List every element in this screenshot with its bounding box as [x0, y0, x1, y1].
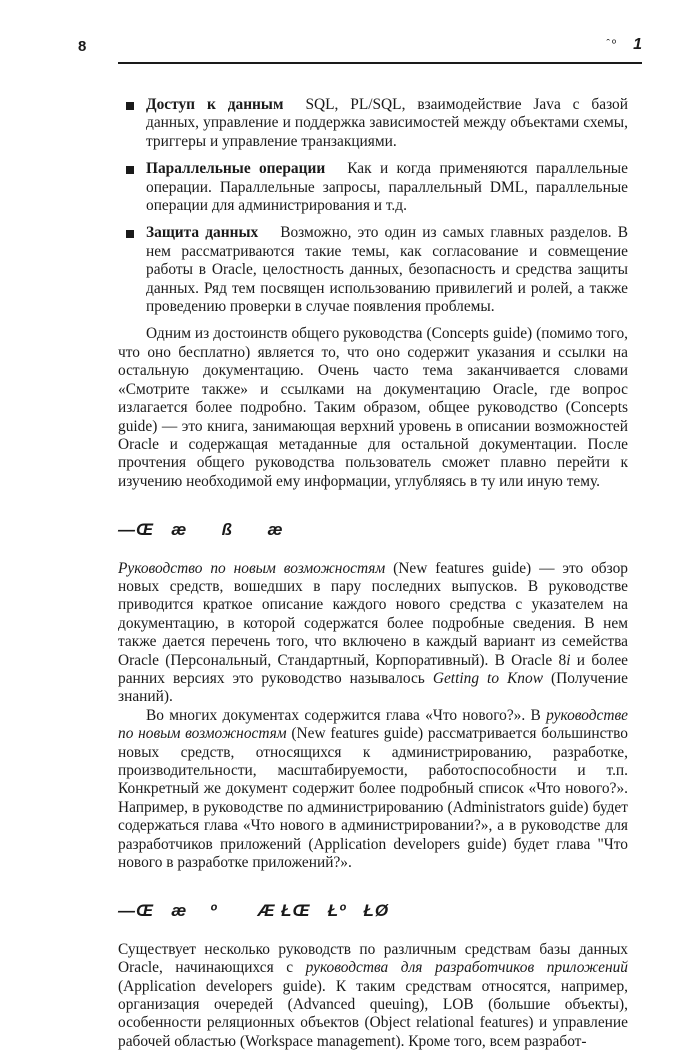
list-item: [118, 96, 628, 151]
new-features-paragraph-1: [118, 560, 628, 707]
square-bullet-icon: [126, 166, 134, 174]
paragraph-text: Во многих документах содержится глава «Что нового?». В: [146, 706, 547, 724]
section-heading-new-features: —Œ æ ß æ: [118, 520, 284, 540]
concepts-paragraph: Одним из достоинств общего руководства (Concepts guide) (помимо того, что оно бесплатно) является то, что оно содержит указания и ссылки на остальную документацию. Очень часто тема заканчивается словами «Смотрите также» и ссылками на документацию Oracle, где вопрос излагается более подробно. Таким образом, общее руководство (Concepts guide) — это книга, занимающая верхний уровень в описании возможностей Oracle и содержащая метаданные для остальной документации. После прочтения общего руководства пользователь сможет плавно перейти к изучению необходимой ему информации, углубляясь в ту или иную тему.: [118, 325, 628, 490]
running-head: ˆº: [606, 38, 618, 50]
paragraph-text: Существует несколько руководств по различным средствам базы данных Oracle, начинающихся с: [118, 940, 628, 977]
list-item-term: Защита данных: [146, 224, 259, 242]
paragraph-text: и более ранних версиях это руководство называлось: [118, 651, 628, 687]
page-header: [78, 32, 642, 64]
list-item: [118, 224, 628, 316]
list-item-text: Возможно, это один из самых главных разделов. В нем рассматриваются такие темы, как согласование и совмещение работы в Oracle, целостность данных, безопасность и средства защиты данных. Ряд тем посвящен использованию привилегий и ролей, а также проведению проверки в случае появления проблемы.: [146, 224, 628, 316]
list-item-term: Доступ к данным: [146, 96, 284, 113]
list-item-term: Параллельные операции: [146, 160, 326, 178]
italic-version-suffix: i: [566, 651, 571, 669]
paragraph-text: (Получение знаний).: [118, 669, 628, 706]
italic-title: Руководство по новым возможностям: [118, 559, 386, 577]
paragraph-text: (New features guide) — это обзор новых средств, вошедших в пару последних выпусков. В руководстве приводится краткое описание каждого нового средства с указателем на документацию, в которой содержатся более подробные сведения. В нем также дается перечень того, что включено в каждый вариант из семейства Oracle (Персональный, Стандартный, Корпоративный). В Oracle 8: [118, 559, 628, 669]
new-features-paragraph-2: [118, 707, 628, 873]
application-developers-paragraph: [118, 941, 628, 1051]
italic-title: Getting to Know: [432, 669, 543, 687]
paragraph-text: (Application developers guide). К таким средствам относятся, например, организация очередей (Advanced queuing), LOB (большие объекты), особенности реляционных объектов (Object relational features) и управление рабочей областью (Workspace management). Кроме того, всем разработ-: [118, 977, 628, 1050]
page-number: 8: [78, 38, 87, 55]
section-heading-application-developers: —Œ æ º Æ ŁŒ Łº ŁØ: [118, 901, 390, 921]
page-body: [118, 96, 628, 1051]
square-bullet-icon: [126, 230, 134, 238]
italic-title: руководстве по новым возможностям: [118, 706, 628, 743]
list-item-text: SQL, PL/SQL, взаимодействие Java с базой данных, управление и поддержка зависимостей между объектами схемы, триггеры и управление транзакциями.: [146, 96, 628, 150]
list-item-text: Как и когда применяются параллельные операции. Параллельные запросы, параллельный DML, параллельные операции для администрирования и т.д.: [146, 160, 628, 215]
italic-title: руководства для разработчиков приложений: [305, 959, 628, 977]
list-item: [118, 160, 628, 215]
paragraph-text: (New features guide) рассматривается большинство новых средств, относящихся к администрированию, разработке, производительности, масштабируемости, работоспособности и т.п. Конкретный же документ содержит более подробный список «Что нового?». Например, в руководстве по администрированию (Administrators guide) будет содержаться глава «Что нового в администрировании?», а в руководстве для разработчиков приложений (Application developers guide) будет глава "Что нового в разработке приложений?».: [118, 725, 629, 872]
chapter-number: 1: [633, 36, 642, 53]
square-bullet-icon: [126, 102, 134, 110]
bullet-list: [118, 96, 628, 316]
